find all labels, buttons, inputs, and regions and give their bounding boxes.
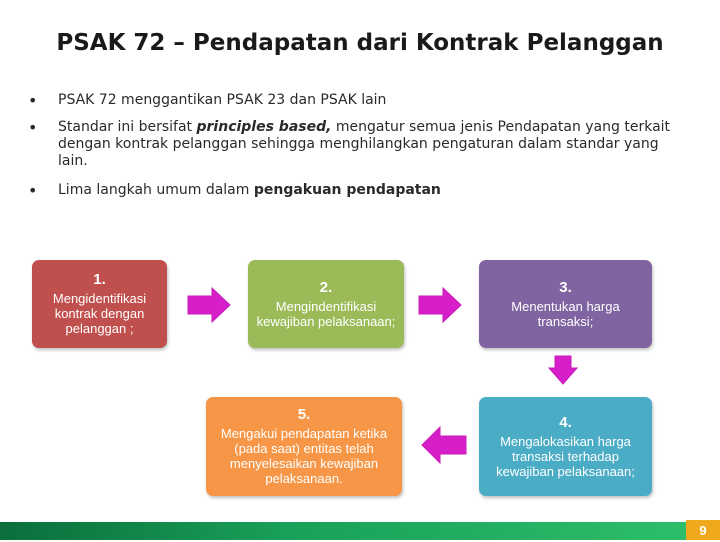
step-number: 2. <box>319 278 333 296</box>
step-text: Menentukan harga transaksi; <box>511 298 620 329</box>
step-3-box <box>479 260 652 348</box>
bullet-item <box>28 92 688 109</box>
step-number: 5. <box>297 406 311 423</box>
step-text: Mengakui pendapatan ketika (pada saat) entitas telah menyelesaikan kewajiban pelaksanaan. <box>220 426 388 486</box>
step-text: Mengalokasikan harga transaksi terhadap kewajiban pelaksanaan; <box>496 433 635 479</box>
bullet-bold: pengakuan pendapatan <box>253 182 441 198</box>
footer-bar <box>0 522 720 540</box>
step-5-box <box>206 397 402 496</box>
step-number: 1. <box>93 271 106 288</box>
bullet-dot-icon: • <box>28 181 38 200</box>
step-text: Mengindentifikasi kewajiban pelaksanaan; <box>256 298 396 329</box>
slide-title: PSAK 72 – Pendapatan dari Kontrak Pelanggan <box>56 30 664 56</box>
bullet-item <box>28 119 688 170</box>
bullet-item <box>28 182 688 199</box>
arrow-right-icon <box>417 287 463 323</box>
bullet-list <box>28 92 688 209</box>
bullet-text: Standar ini bersifat <box>58 119 197 135</box>
bullet-dot-icon: • <box>28 118 38 137</box>
step-number: 4. <box>559 413 572 431</box>
step-text: Mengidentifikasi kontrak dengan pelanggan ; <box>52 291 147 336</box>
bullet-dot-icon: • <box>28 91 38 110</box>
bullet-text-cont: mengatur semua jenis Pendapatan yang terkait dengan kontrak pelanggan sehingga menghilangkan pengaturan dalam standar yang lain. <box>58 119 671 169</box>
bullet-text: PSAK 72 menggantikan PSAK 23 dan PSAK lain <box>58 92 387 108</box>
arrow-down-icon <box>548 355 578 385</box>
bullet-text: Lima langkah umum dalam <box>58 182 254 198</box>
page-number: 9 <box>686 520 720 540</box>
arrow-left-icon <box>420 426 468 464</box>
step-1-box <box>32 260 167 348</box>
step-number: 3. <box>559 278 572 296</box>
arrow-right-icon <box>186 287 232 323</box>
bullet-emphasis: principles based, <box>196 119 332 135</box>
step-4-box <box>479 397 652 496</box>
step-2-box <box>248 260 404 348</box>
